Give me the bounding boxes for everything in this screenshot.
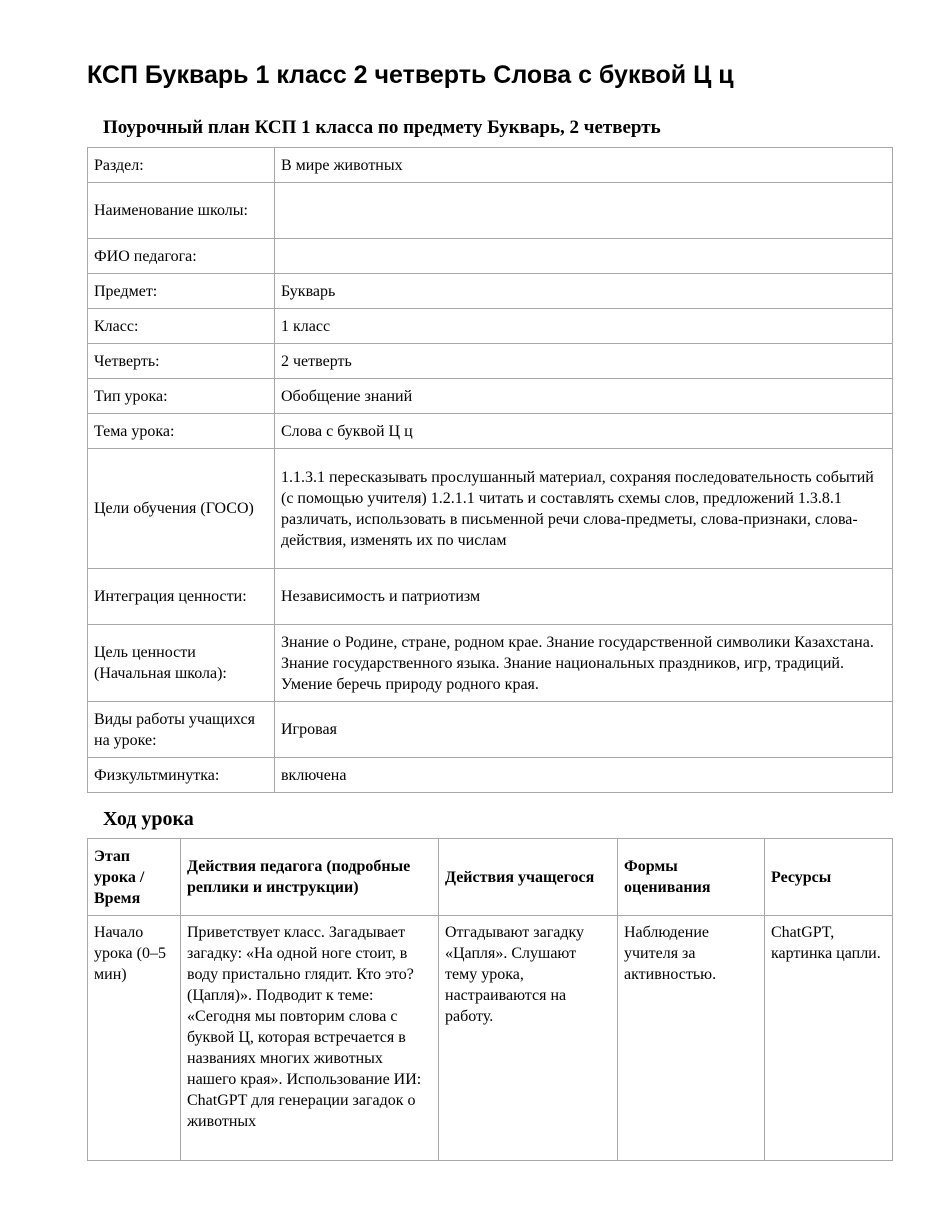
info-label: Наименование школы: [88, 183, 275, 239]
info-label: Виды работы учащихся на уроке: [88, 702, 275, 758]
table-row [88, 449, 893, 569]
info-value: Знание о Родине, стране, родном крае. Знание государственной символики Казахстана. Знание государственного языка. Знание национальных праздников, игр, традиций. Умение беречь природу родного края. [275, 625, 893, 702]
lesson-section-title: Ход урока [103, 808, 194, 830]
info-value: Слова с буквой Ц ц [275, 414, 893, 449]
table-row [88, 625, 893, 702]
column-header: Формы оценивания [618, 839, 765, 916]
info-value [275, 183, 893, 239]
plan-subtitle: Поурочный план КСП 1 класса по предмету Букварь, 2 четверть [103, 117, 661, 138]
info-value: В мире животных [275, 148, 893, 183]
table-row [88, 148, 893, 183]
assessment-cell: Наблюдение учителя за активностью. [618, 916, 765, 1161]
info-value: Игровая [275, 702, 893, 758]
info-label: Предмет: [88, 274, 275, 309]
table-row [88, 414, 893, 449]
table-row [88, 344, 893, 379]
info-value: 1 класс [275, 309, 893, 344]
info-label: Тип урока: [88, 379, 275, 414]
info-label: Интеграция ценности: [88, 569, 275, 625]
info-value: Букварь [275, 274, 893, 309]
page-title: КСП Букварь 1 класс 2 четверть Слова с буквой Ц ц [87, 61, 734, 89]
table-row [88, 569, 893, 625]
column-header: Действия учащегося [439, 839, 618, 916]
info-label: Цели обучения (ГОСО) [88, 449, 275, 569]
table-row [88, 309, 893, 344]
column-header: Ресурсы [765, 839, 893, 916]
info-label: Тема урока: [88, 414, 275, 449]
table-row [88, 183, 893, 239]
lesson-progress-table [87, 838, 893, 1161]
table-row [88, 702, 893, 758]
info-value: 1.1.3.1 пересказывать прослушанный материал, сохраняя последовательность событий (с помощью учителя) 1.2.1.1 читать и составлять схемы слов, предложений 1.3.8.1 различать, использовать в письменной речи слова-предметы, слова-признаки, слова-действия, изменять их по числам [275, 449, 893, 569]
info-value: включена [275, 758, 893, 793]
column-header: Этап урока / Время [88, 839, 181, 916]
table-row [88, 379, 893, 414]
info-label: Цель ценности (Начальная школа): [88, 625, 275, 702]
info-label: Класс: [88, 309, 275, 344]
table-header-row [88, 839, 893, 916]
teacher-actions-cell: Приветствует класс. Загадывает загадку: «На одной ноге стоит, в воду пристально глядит. Кто это? (Цапля)». Подводит к теме: «Сегодня мы повторим слова с буквой Ц, которая встречается в названиях многих животных нашего края». Использование ИИ: ChatGPT для генерации загадок о животных [181, 916, 439, 1161]
table-row [88, 274, 893, 309]
info-label: ФИО педагога: [88, 239, 275, 274]
info-value: Независимость и патриотизм [275, 569, 893, 625]
info-value: Обобщение знаний [275, 379, 893, 414]
column-header: Действия педагога (подробные реплики и инструкции) [181, 839, 439, 916]
info-label: Физкультминутка: [88, 758, 275, 793]
resources-cell: ChatGPT, картинка цапли. [765, 916, 893, 1161]
table-row [88, 758, 893, 793]
info-value: 2 четверть [275, 344, 893, 379]
info-label: Четверть: [88, 344, 275, 379]
stage-cell: Начало урока (0–5 мин) [88, 916, 181, 1161]
table-row [88, 239, 893, 274]
info-value [275, 239, 893, 274]
lesson-info-table [87, 147, 893, 793]
info-label: Раздел: [88, 148, 275, 183]
table-row [88, 916, 893, 1161]
student-actions-cell: Отгадывают загадку «Цапля». Слушают тему урока, настраиваются на работу. [439, 916, 618, 1161]
